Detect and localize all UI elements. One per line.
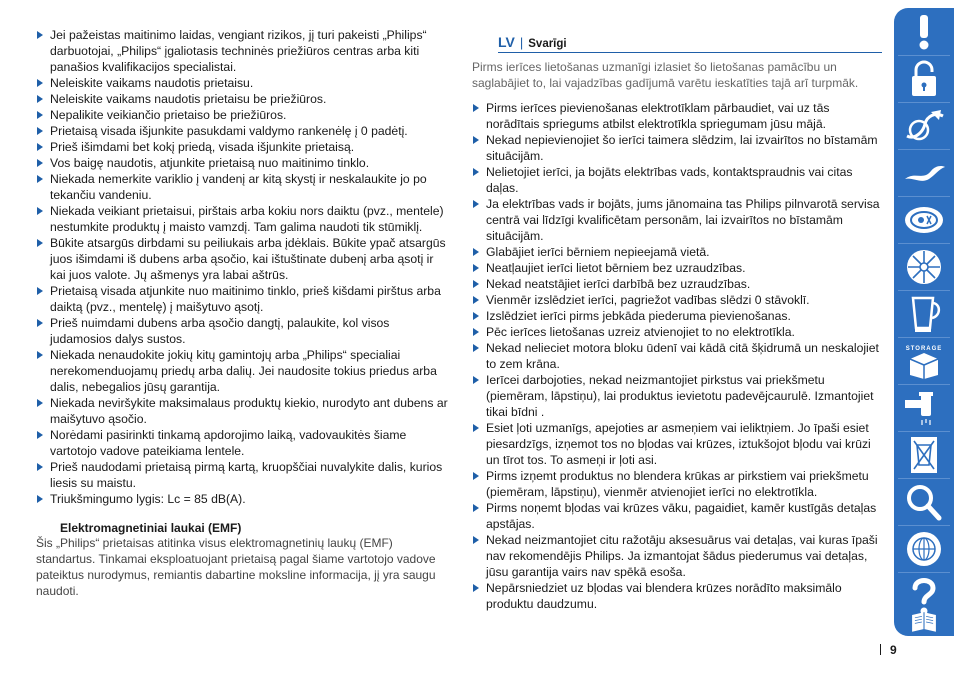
list-item: Pirms noņemt bļodas vai krūzes vāku, pagaidiet, kamēr kustīgās detaļas apstājas. [472, 500, 882, 532]
list-item: Pēc ierīces lietošanas uzreiz atvienojiet to no elektrotīkla. [472, 324, 882, 340]
language-header [498, 34, 882, 53]
list-item: Nekad neizmantojiet citu ražotāju aksesuārus vai detaļas, vai kuras īpaši nav rekomendējis Philips. Ja izmantojat šādus piederumus vai detaļas, jūsu garantija vairs nav spēkā esoša. [472, 532, 882, 580]
exclamation-icon[interactable] [894, 10, 954, 54]
list-item: Norėdami pasirinkti tinkamą apdorojimo laiką, vadovaukitės šiame vartotojo vadove pateikiama lentele. [36, 427, 448, 459]
emulsifying-disc-icon[interactable] [894, 198, 954, 242]
list-item: Vos baigę naudotis, atjunkite prietaisą nuo maitinimo tinklo. [36, 155, 448, 171]
list-item: Neatļaujiet ierīci lietot bērniem bez uzraudzības. [472, 260, 882, 276]
manual-book-icon[interactable] [894, 608, 954, 636]
list-item: Prietaisą visada išjunkite pasukdami valdymo rankenėlę į 0 padėtį. [36, 123, 448, 139]
storage-icon[interactable] [894, 339, 954, 383]
guarantee-globe-icon[interactable] [894, 527, 954, 571]
list-item: Niekada neviršykite maksimalaus produktų kiekio, nurodyto ant dubens ar maišytuvo ąsočio. [36, 395, 448, 427]
svg-text:STORAGE: STORAGE [905, 346, 943, 352]
list-item: Esiet ļoti uzmanīgs, apejoties ar asmeņiem vai ieliktņiem. Jo īpaši esiet piesardzīgs, izņemot tos no bļodas vai krūzes, iztukšojot bļodu vai krūzi un tīrot tos. To asmeņi ir ļoti asi. [472, 420, 882, 468]
list-item: Nelietojiet ierīci, ja bojāts elektrības vads, kontaktspraudnis vai citas daļas. [472, 164, 882, 196]
lt-safety-list [36, 27, 448, 507]
padlock-icon[interactable] [894, 57, 954, 101]
list-item: Prieš išimdami bet kokį priedą, visada išjunkite prietaisą. [36, 139, 448, 155]
list-item: Vienmēr izslēdziet ierīci, pagriežot vadības slēdzi 0 stāvoklī. [472, 292, 882, 308]
list-item: Glabājiet ierīci bērniem nepieejamā vietā. [472, 244, 882, 260]
right-column [472, 34, 882, 612]
list-item: Izslēdziet ierīci pirms jebkāda piederuma pievienošanas. [472, 308, 882, 324]
list-item: Jei pažeistas maitinimo laidas, vengiant rizikos, jį turi pakeisti „Philips“ darbuotojai, „Philips“ įgaliotasis techninės priežiūros centras arba kiti panašios kvalifikacijos specialistai. [36, 27, 448, 75]
left-column [36, 27, 448, 599]
list-item: Būkite atsargūs dirbdami su peiliukais arba įdėklais. Būkite ypač atsargūs juos išimdami iš dubens arba ąsočio, kai ištuštinate dubenį arba ąsotį ir kai juos valote. Jų ašmenys yra labai aštrūs. [36, 235, 448, 283]
language-code: LV [498, 34, 515, 50]
list-item: Nekad nelieciet motora bloku ūdenī vai kādā citā šķidrumā un neskalojiet to zem krāna. [472, 340, 882, 372]
section-title: Svarīgi [528, 38, 567, 50]
list-item: Niekada nenaudokite jokių kitų gamintojų arba „Philips“ specialiai nerekomenduojamų priedų arba dalių. Jei naudosite tokius priedus arba dalis, nebegalios jūsų garantija. [36, 347, 448, 395]
emf-heading: Elektromagnetiniai laukai (EMF) [60, 521, 242, 535]
list-item: Nepalikite veikiančio prietaiso be priežiūros. [36, 107, 448, 123]
list-item: Pirms ierīces pievienošanas elektrotīklam pārbaudiet, vai uz tās norādītais spriegums atbilst elektrotīkla spriegumam jūsu mājā. [472, 100, 882, 132]
magnifier-icon[interactable] [894, 480, 954, 524]
page-number-divider [880, 644, 881, 655]
tap-water-icon[interactable] [894, 386, 954, 430]
list-item: Nekad neatstājiet ierīci darbībā bez uzraudzības. [472, 276, 882, 292]
list-item: Nepārsniedziet uz bļodas vai blendera krūzes norādīto maksimālo produktu daudzumu. [472, 580, 882, 612]
list-item: Ierīcei darbojoties, nekad neizmantojiet pirkstus vai priekšmetu (piemēram, lāpstiņu), lai produktus ievietotu padevējcaurulē. Izmantojiet tikai bīdni . [472, 372, 882, 420]
emf-text: Šis „Philips“ prietaisas atitinka visus elektromagnetinių laukų (EMF) standartus. Tinkamai eksploatuojant prietaisą pagal šiame vartotojo vadove pateiktus nurodymus, remiantis dabartine moksline informacija, jį yra saugu naudoti. [36, 536, 436, 598]
list-item: Niekada veikiant prietaisui, pirštais arba kokiu nors daiktu (pvz., mentele) nestumkite produktų į maisto vamzdį. Tam galima naudoti tik stūmiklį. [36, 203, 448, 235]
kneading-hook-icon[interactable] [894, 104, 954, 148]
lv-safety-list [472, 100, 882, 612]
list-item: Triukšmingumo lygis: Lc = 85 dB(A). [36, 491, 448, 507]
page-number-value: 9 [890, 643, 897, 657]
section-sidebar [894, 8, 954, 636]
header-separator: | [519, 35, 524, 50]
list-item: Prietaisą visada atjunkite nuo maitinimo tinklo, prieš kišdami pirštus arba daiktą (pvz., mentelę) į maišytuvo ąsotį. [36, 283, 448, 315]
list-item: Prieš nuimdami dubens arba ąsočio dangtį, palaukite, kol visos judamosios dalys sustos. [36, 315, 448, 347]
list-item: Prieš naudodami prietaisą pirmą kartą, kruopščiai nuvalykite dalis, kurios liesis su maistu. [36, 459, 448, 491]
list-item: Ja elektrības vads ir bojāts, jums jānomaina tas Philips pilnvarotā servisa centrā vai līdzīgi kvalificētam personām, lai izvairītos no bīstamām situācijām. [472, 196, 882, 244]
list-item: Neleiskite vaikams naudotis prietaisu. [36, 75, 448, 91]
blender-jug-icon[interactable] [894, 292, 954, 336]
citrus-press-icon[interactable] [894, 245, 954, 289]
list-item: Pirms izņemt produktus no blendera krūkas ar pirkstiem vai priekšmetu (piemēram, lāpstiņu), vienmēr atvienojiet ierīci no elektrotīkla. [472, 468, 882, 500]
page-number [880, 643, 897, 657]
list-item: Neleiskite vaikams naudotis prietaisu be priežiūros. [36, 91, 448, 107]
list-item: Nekad nepievienojiet šo ierīci taimera slēdzim, lai izvairītos no bīstamām situācijām. [472, 132, 882, 164]
list-item: Niekada nemerkite variklio į vandenį ar kitą skystį ir neskalaukite jo po tekančiu vandeniu. [36, 171, 448, 203]
disposal-bin-icon[interactable] [894, 433, 954, 477]
blade-icon[interactable] [894, 151, 954, 195]
intro-text: Pirms ierīces lietošanas uzmanīgi izlasiet šo lietošanas pamācību un saglabājiet to, lai vajadzības gadījumā varētu ieskatīties tajā arī turpmāk. [472, 60, 859, 90]
